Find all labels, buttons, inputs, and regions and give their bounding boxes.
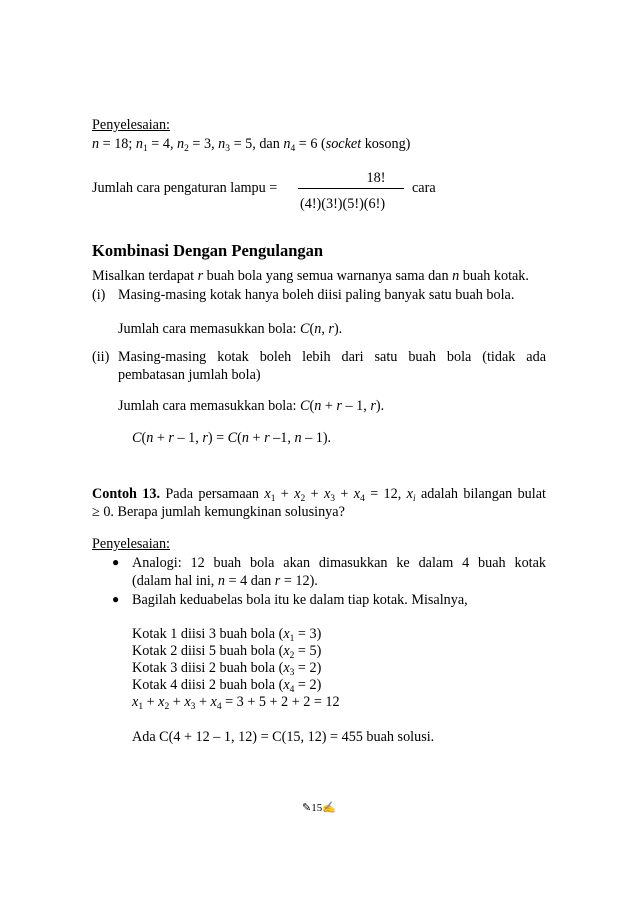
answer-line: Ada C(4 + 12 – 1, 12) = C(15, 12) = 455 buah solusi. — [132, 729, 435, 745]
fraction-denominator: (4!)(3!)(5!)(6!) — [300, 196, 386, 212]
writing-hand-icon: ✍ — [322, 802, 336, 814]
bullet-icon: ● — [112, 592, 120, 606]
item-ii-result: Jumlah cara memasukkan bola: C(n + r – 1, r). — [118, 398, 385, 414]
given-values-line: n = 18; $n_1 = 4$, $n_2 = 3$, $n_3 = 5$, dan $n_4 = 6$ (socket kosong) — [92, 136, 411, 154]
item-ii-text-line1: Masing-masing kotak boleh lebih dari satu buah bola (tidak ada — [118, 349, 546, 365]
lamp-arrangement-label: Jumlah cara pengaturan lampu = — [92, 180, 278, 196]
item-ii-marker: (ii) — [92, 349, 110, 365]
kotak-line: Kotak 2 diisi 5 buah bola $(x_2 = 5)$ — [132, 643, 322, 661]
solution-heading-2: Penyelesaian: — [92, 536, 171, 552]
sum-line: $x_1 + x_2 + x_3 + x_4 = 3 + 5 + 2 + 2 = 12$ — [132, 694, 340, 712]
item-ii-text-line2: pembatasan jumlah bola) — [118, 367, 261, 383]
example-13-line2: ≥ 0. Berapa jumlah kemungkinan solusinya? — [92, 504, 345, 520]
section-heading: Kombinasi Dengan Pengulangan — [92, 241, 324, 260]
intro-line: Misalkan terdapat r buah bola yang semua warnanya sama dan n buah kotak. — [92, 268, 529, 284]
kotak-line: Kotak 1 diisi 3 buah bola $(x_1 = 3)$ — [132, 626, 322, 644]
page-number: ✎15✍ — [302, 802, 336, 814]
bullet-icon: ● — [112, 555, 120, 569]
bullet-1-line1: Analogi: 12 buah bola akan dimasukkan ke dalam 4 buah kotak — [132, 555, 546, 571]
item-i-text: Masing-masing kotak hanya boleh diisi paling banyak satu buah bola. — [118, 287, 515, 303]
fraction-numerator: 18! — [366, 170, 386, 186]
item-i-marker: (i) — [92, 287, 106, 303]
kotak-line: Kotak 3 diisi 2 buah bola $(x_3 = 2)$ — [132, 660, 322, 678]
combination-identity: C(n + r – 1, r) = C(n + r –1, n – 1). — [132, 430, 332, 446]
kotak-line: Kotak 4 diisi 2 buah bola $(x_4 = 2)$ — [132, 677, 322, 695]
example-13-line1: Contoh 13. Pada persamaan $x_1 + x_2 + x_3 + x_4 = 12$, $x_i$ adalah bilangan bulat — [92, 486, 546, 504]
fraction-bar — [298, 188, 404, 189]
item-i-result: Jumlah cara memasukkan bola: C(n, r). — [118, 321, 343, 337]
pencil-icon: ✎ — [302, 802, 312, 814]
fraction-unit: cara — [412, 180, 436, 196]
bullet-1-line2: (dalam hal ini, n = 4 dan r = 12). — [132, 573, 318, 589]
solution-heading: Penyelesaian: — [92, 117, 171, 133]
bullet-2-line1: Bagilah keduabelas bola itu ke dalam tiap kotak. Misalnya, — [132, 592, 468, 608]
